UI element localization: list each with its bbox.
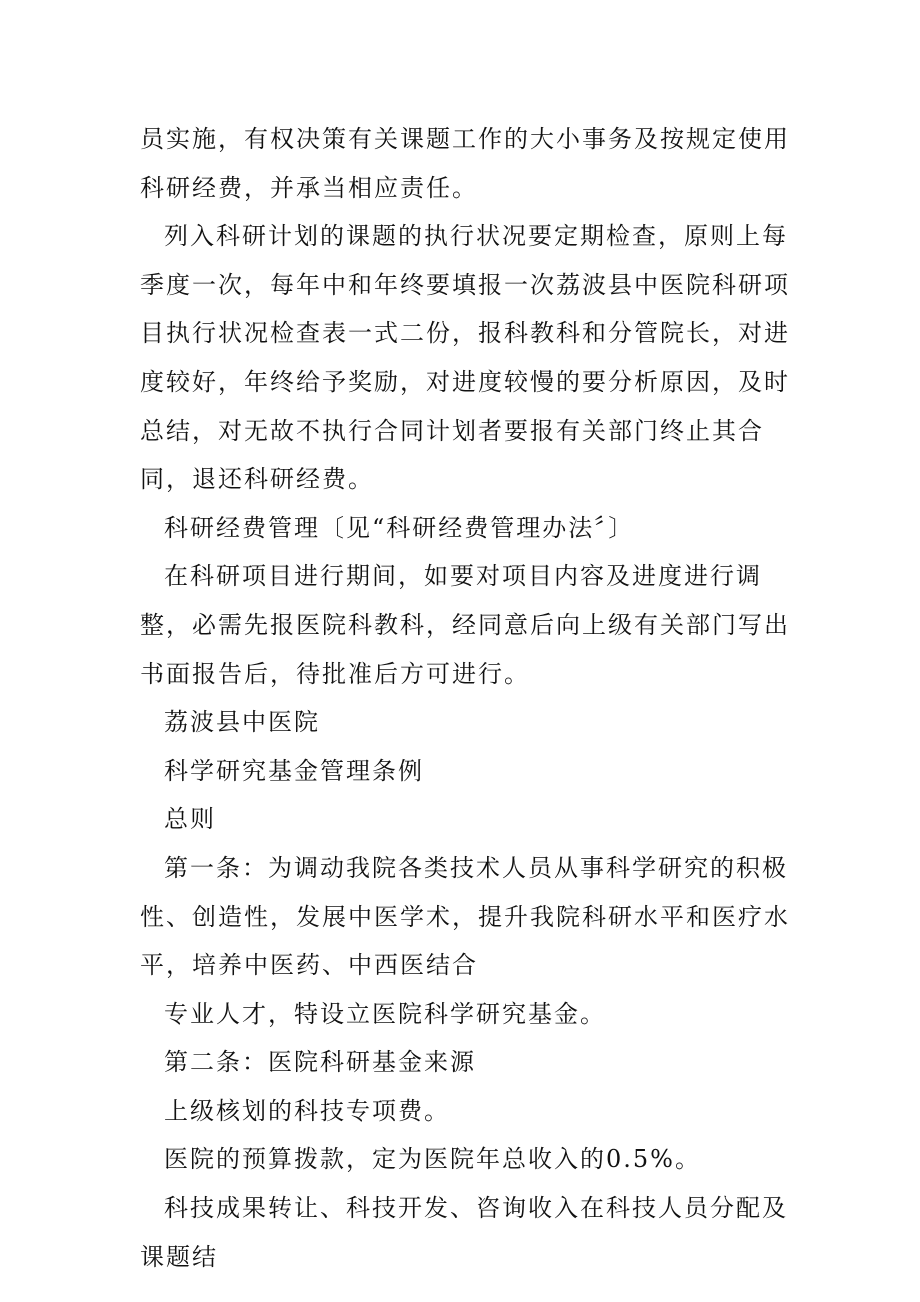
paragraph-10: 第二条：医院科研基金来源 [164, 1048, 476, 1077]
paragraph-3: 科研经费管理〔见“科研经费管理办法〞〕 [164, 513, 635, 542]
paragraph-11: 上级核划的科技专项费。 [164, 1096, 450, 1125]
paragraph-1: 员实施，有权决策有关课题工作的大小事务及按规定使用科研经费，并承当相应责任。 [140, 125, 790, 202]
paragraph-9: 专业人才，特设立医院科学研究基金。 [164, 999, 606, 1028]
paragraph-7: 总则 [164, 805, 216, 834]
paragraph-5: 荔波县中医院 [164, 708, 320, 737]
paragraph-2: 列入科研计划的课题的执行状况要定期检查，原则上每季度一次，每年中和年终要填报一次荔波县中医院科研项目执行状况检查表一式二份，报科教科和分管院长，对进度较好，年终给予奖励，对进度较慢的要分析原因，及时总结，对无故不执行合同计划者要报有关部门终止其合同，退还科研经费。 [140, 222, 790, 494]
paragraph-13: 科技成果转让、科技开发、咨询收入在科技人员分配及课题结 [140, 1194, 788, 1271]
paragraph-6: 科学研究基金管理条例 [164, 756, 424, 785]
paragraph-4: 在科研项目进行期间，如要对项目内容及进度进行调整，必需先报医院科教科，经同意后向上级有关部门写出书面报告后，待批准后方可进行。 [140, 562, 790, 688]
document-body [140, 115, 795, 1281]
paragraph-8: 第一条：为调动我院各类技术人员从事科学研究的积极性、创造性，发展中医学术，提升我院科研水平和医疗水平，培养中医药、中西医结合 [140, 853, 790, 980]
paragraph-12: 医院的预算拨款，定为医院年总收入的0.5%。 [164, 1145, 701, 1174]
